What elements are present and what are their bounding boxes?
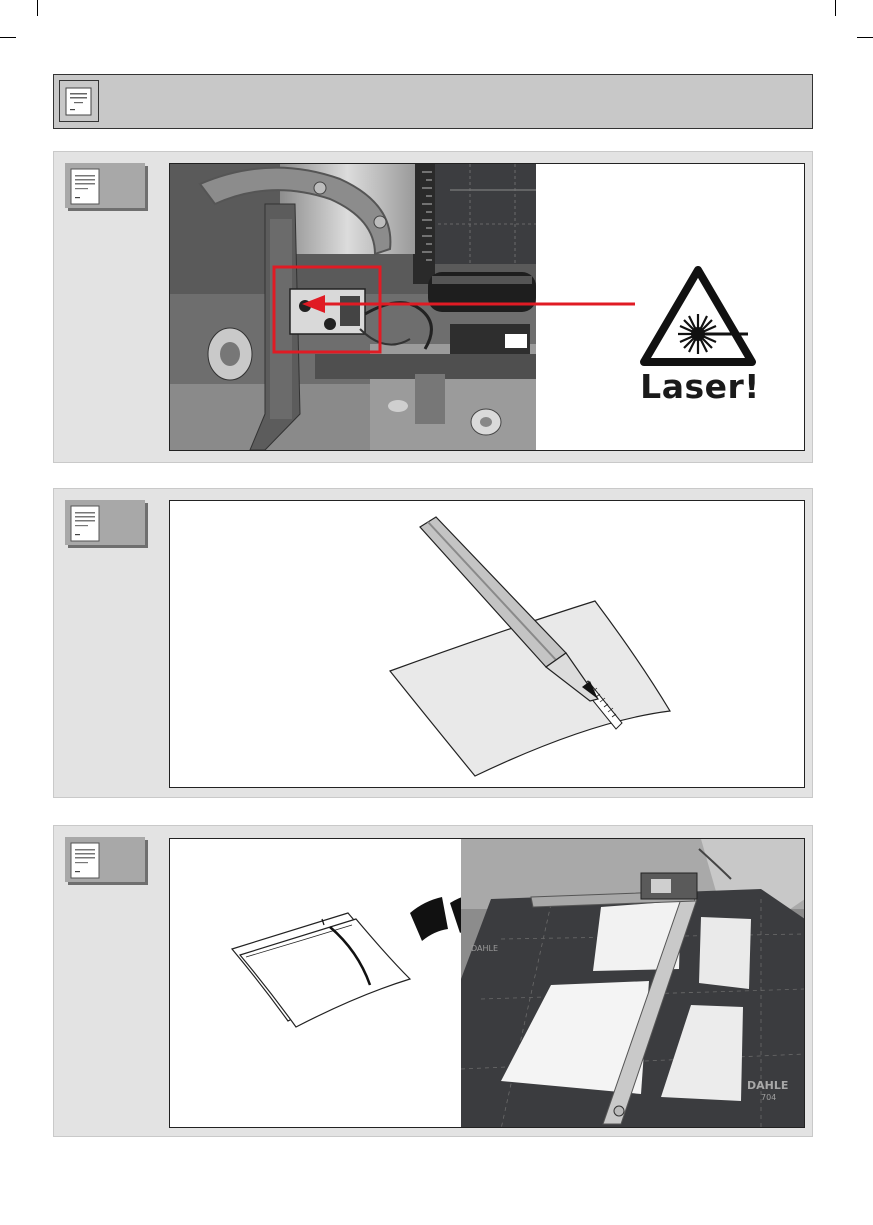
note-tab (65, 837, 145, 882)
crop-mark (857, 37, 873, 38)
pointer-arrow (535, 164, 635, 450)
section-header (53, 74, 813, 129)
document-icon (59, 80, 99, 122)
illustration-frame (169, 163, 805, 451)
model-label: 704 (761, 1093, 777, 1102)
crop-mark (0, 37, 16, 38)
laser-warning-label: Laser! (640, 367, 760, 406)
document-icon (65, 163, 145, 208)
panel-laser-warning (53, 151, 813, 463)
panel-mark-paper (53, 488, 813, 798)
note-tab (65, 163, 145, 208)
document-icon (65, 837, 145, 882)
paper-on-trimmer-photo (461, 839, 805, 1128)
crop-mark (37, 0, 38, 16)
crop-mark (835, 0, 836, 16)
brand-mark-small: DAHLE (471, 944, 499, 953)
pencil-marking-sheet (170, 501, 805, 788)
brand-label: DAHLE (747, 1079, 789, 1092)
laser-module-photo (170, 164, 536, 450)
document-icon (65, 500, 145, 545)
illustration-frame (169, 500, 805, 788)
laser-warning-triangle-icon (640, 266, 756, 366)
note-tab (65, 500, 145, 545)
panel-place-paper (53, 825, 813, 1137)
illustration-frame (169, 838, 805, 1128)
